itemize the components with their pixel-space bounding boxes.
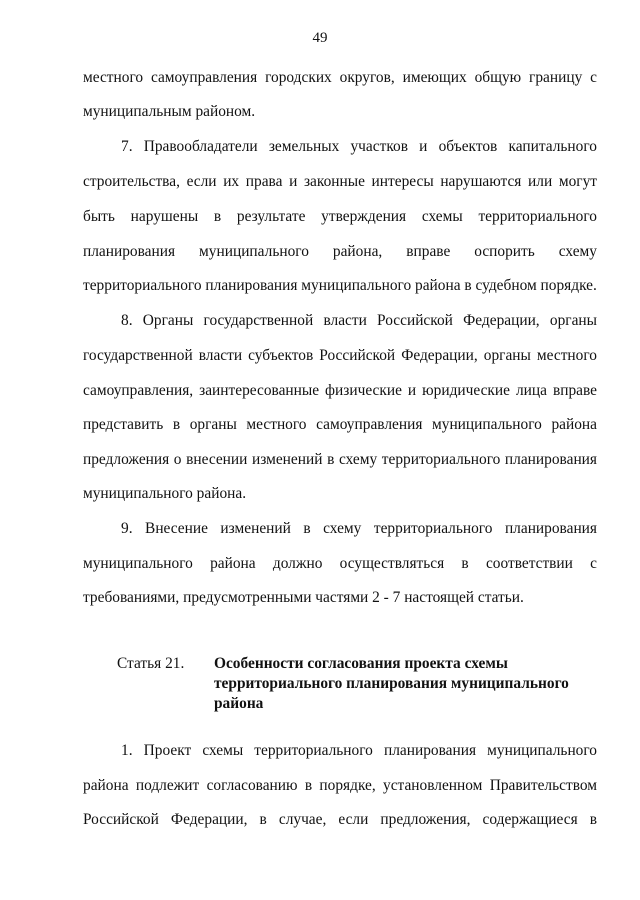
text-line: муниципальным районом. bbox=[83, 103, 256, 120]
text-line: Российской Федерации, в случае, если предложения, содержащиеся в bbox=[83, 811, 597, 828]
article-number: Статья 21. bbox=[117, 655, 185, 672]
text-line: самоуправления, заинтересованные физические и юридические лица вправе bbox=[83, 382, 597, 399]
page-number: 49 bbox=[312, 30, 328, 46]
text-line: требованиями, предусмотренными частями 2 - 7 настоящей статьи. bbox=[83, 589, 524, 606]
text-line: муниципального района. bbox=[83, 485, 247, 502]
article-title-line: района bbox=[214, 695, 264, 712]
paragraph-7-first-line: 7. Правообладатели земельных участков и объектов капитального bbox=[121, 138, 597, 155]
paragraph-9-first-line: 9. Внесение изменений в схему территориального планирования bbox=[121, 520, 597, 537]
article-title bbox=[214, 654, 584, 714]
text-line: быть нарушены в результате утверждения схемы территориального bbox=[83, 208, 597, 225]
text-line: территориального планирования муниципального района в судебном порядке. bbox=[83, 277, 597, 294]
paragraph-8-first-line: 8. Органы государственной власти Российской Федерации, органы bbox=[121, 312, 597, 329]
text-line: местного самоуправления городских округов, имеющих общую границу с bbox=[83, 69, 597, 86]
text-line: строительства, если их права и законные интересы нарушаются или могут bbox=[83, 173, 597, 190]
article-title-line: Особенности согласования проекта схемы bbox=[214, 655, 508, 672]
text-line: планирования муниципального района, вправе оспорить схему bbox=[83, 243, 597, 260]
text-line: района подлежит согласованию в порядке, установленном Правительством bbox=[83, 777, 597, 794]
article-title-line: территориального планирования муниципального bbox=[214, 675, 569, 692]
text-line: муниципального района должно осуществляться в соответствии с bbox=[83, 555, 597, 572]
article-21-paragraph-1-first-line: 1. Проект схемы территориального планирования муниципального bbox=[121, 742, 597, 759]
text-line: предложения о внесении изменений в схему территориального планирования bbox=[83, 451, 597, 468]
text-line: государственной власти субъектов Российской Федерации, органы местного bbox=[83, 347, 597, 364]
text-line: представить в органы местного самоуправления муниципального района bbox=[83, 416, 597, 433]
